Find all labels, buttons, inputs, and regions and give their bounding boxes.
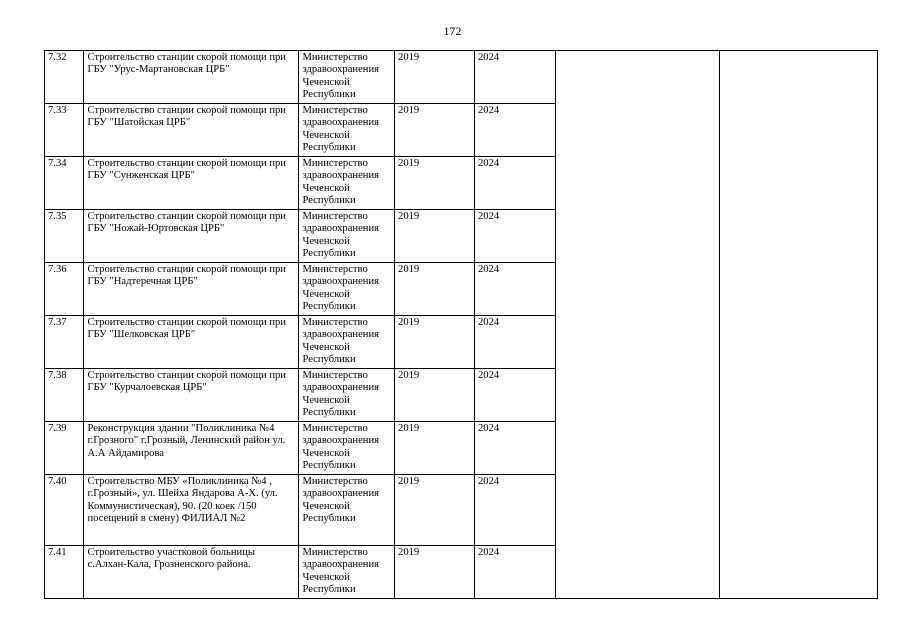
end-year: 2024 [474,422,555,475]
executor: Министерство здравоохранения Чеченской Республики [299,210,395,263]
row-number: 7.39 [45,422,84,475]
end-year: 2024 [474,263,555,316]
row-number: 7.36 [45,263,84,316]
measure-name: Строительство станции скорой помощи при ГБУ "Курчалоевская ЦРБ" [84,369,299,422]
executor: Министерство здравоохранения Чеченской Республики [299,475,395,546]
end-year: 2024 [474,369,555,422]
row-number: 7.34 [45,157,84,210]
start-year: 2019 [395,51,475,104]
executor: Министерство здравоохранения Чеченской Республики [299,104,395,157]
start-year: 2019 [395,157,475,210]
start-year: 2019 [395,104,475,157]
program-table [44,50,878,599]
measure-name: Строительство МБУ «Поликлиника №4 , г.Грозный», ул. Шейха Яндарова А-Х. (ул. Коммунистическая), 90. (20 коек /150 посещений в смену) ФИЛИАЛ №2 [84,475,299,546]
start-year: 2019 [395,263,475,316]
row-number: 7.32 [45,51,84,104]
row-number: 7.41 [45,546,84,599]
start-year: 2019 [395,210,475,263]
row-number: 7.38 [45,369,84,422]
measure-name: Строительство станции скорой помощи при ГБУ "Надтеречная ЦРБ" [84,263,299,316]
executor: Министерство здравоохранения Чеченской Республики [299,369,395,422]
executor: Министерство здравоохранения Чеченской Республики [299,422,395,475]
measure-name: Строительство станции скорой помощи при ГБУ "Шелковская ЦРБ" [84,316,299,369]
row-number: 7.37 [45,316,84,369]
measure-name: Строительство станции скорой помощи при ГБУ "Ножай-Юртовская ЦРБ" [84,210,299,263]
end-year: 2024 [474,104,555,157]
end-year: 2024 [474,157,555,210]
start-year: 2019 [395,369,475,422]
executor: Министерство здравоохранения Чеченской Республики [299,546,395,599]
end-year: 2024 [474,546,555,599]
executor: Министерство здравоохранения Чеченской Республики [299,316,395,369]
measure-name: Строительство станции скорой помощи при ГБУ "Урус-Мартановская ЦРБ" [84,51,299,104]
end-year: 2024 [474,316,555,369]
start-year: 2019 [395,316,475,369]
page-number: 172 [443,24,462,38]
empty-column-result [555,51,719,599]
executor: Министерство здравоохранения Чеченской Республики [299,263,395,316]
measure-name: Строительство станции скорой помощи при ГБУ "Сунженская ЦРБ" [84,157,299,210]
executor: Министерство здравоохранения Чеченской Республики [299,51,395,104]
end-year: 2024 [474,475,555,546]
measure-name: Строительство станции скорой помощи при ГБУ "Шатойская ЦРБ" [84,104,299,157]
start-year: 2019 [395,475,475,546]
start-year: 2019 [395,422,475,475]
table-row [45,51,878,104]
measure-name: Реконструкция здании "Поликлиника №4 г.Грозного" г.Грозный, Ленинский район ул. А.А Айдамирова [84,422,299,475]
row-number: 7.40 [45,475,84,546]
end-year: 2024 [474,210,555,263]
empty-column-link [720,51,878,599]
row-number: 7.35 [45,210,84,263]
row-number: 7.33 [45,104,84,157]
executor: Министерство здравоохранения Чеченской Республики [299,157,395,210]
measure-name: Строительство участковой больницы с.Алхан-Кала, Грозненского района. [84,546,299,599]
start-year: 2019 [395,546,475,599]
end-year: 2024 [474,51,555,104]
